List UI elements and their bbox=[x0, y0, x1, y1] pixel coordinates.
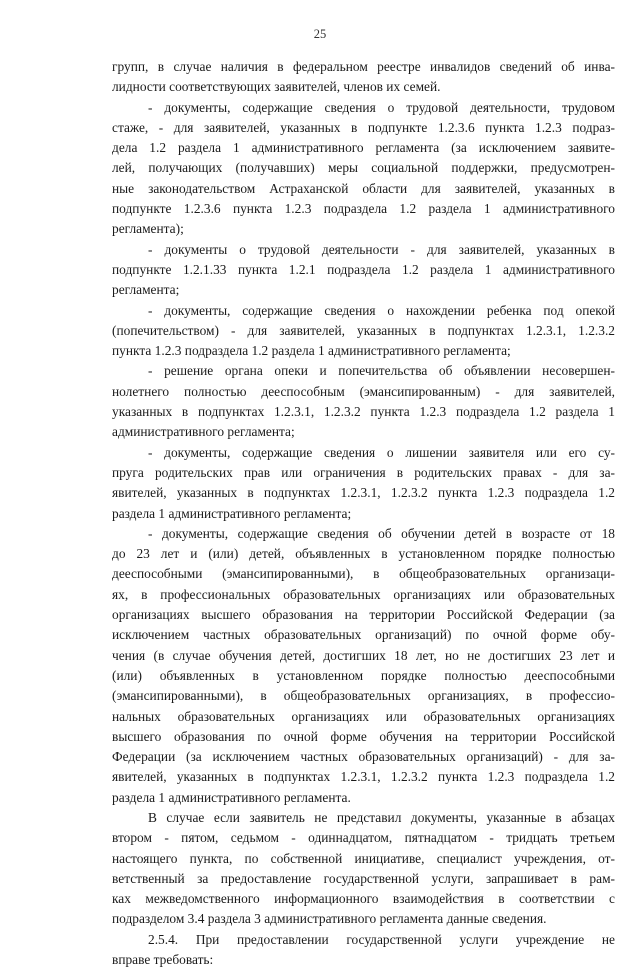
text-line: В случае если заявитель не представил документы, указанные в абзацах bbox=[148, 809, 615, 825]
text-line: стаже, - для заявителей, указанных в подпункте 1.2.3.6 пункта 1.2.3 подраз- bbox=[112, 119, 615, 135]
paragraph bbox=[112, 808, 615, 930]
paragraph bbox=[112, 98, 615, 240]
page-number: 25 bbox=[313, 27, 327, 41]
text-line: исключением частных образовательных организаций) по очной форме обу- bbox=[112, 627, 615, 643]
text-line: групп, в случае наличия в федеральном реестре инвалидов сведений об инва- bbox=[112, 59, 615, 74]
text-line: указанных в подпунктах 1.2.3.1, 1.2.3.2 пункта 1.2.3 подраздела 1.2 раздела 1 bbox=[112, 404, 615, 420]
text-line: - решение органа опеки и попечительства об объявлении несовершен- bbox=[148, 363, 615, 379]
text-line: - документы о трудовой деятельности - для заявителей, указанных в bbox=[148, 241, 615, 257]
text-line: настоящего пункта, по собственной инициативе, специалист учреждения, от- bbox=[112, 850, 615, 866]
text-line: подпункте 1.2.1.33 пункта 1.2.1 подраздела 1.2 раздела 1 административного bbox=[112, 261, 615, 277]
text-line: явителей, указанных в подпунктах 1.2.3.1, 1.2.3.2 пункта 1.2.3 подраздела 1.2 bbox=[112, 485, 615, 501]
text-line: подпункте 1.2.3.6 пункта 1.2.3 подраздела 1.2 раздела 1 административного bbox=[112, 201, 615, 217]
text-line: высшего образования по очной форме обучения на территории Российской bbox=[112, 728, 615, 744]
text-line: чения (в случае обучения детей, достигших 18 лет, но не достигших 23 лет и bbox=[112, 647, 615, 663]
text-line: ях, в профессиональных образовательных организациях или образовательных bbox=[112, 586, 615, 602]
text-line: ках межведомственного информационного взаимодействия в соответствии с bbox=[112, 891, 615, 907]
text-line: - документы, содержащие сведения о трудовой деятельности, трудовом bbox=[148, 99, 615, 115]
text-line: - документы, содержащие сведения о лишении заявителя или его су- bbox=[148, 444, 615, 460]
text-line: пункта 1.2.3 подраздела 1.2 раздела 1 административного регламента; bbox=[112, 343, 511, 359]
text-line: (эмансипированными), в общеобразовательных организациях, в профессио- bbox=[112, 688, 615, 704]
text-line: пруга родительских прав или ограничения в родительских правах - для за- bbox=[112, 464, 615, 480]
text-line: нолетнего полностью дееспособным (эмансипированным) - для заявителей, bbox=[112, 383, 615, 399]
text-line: дела 1.2 раздела 1 административного регламента (за исключением заявите- bbox=[112, 140, 615, 156]
text-line: подразделом 3.4 раздела 3 административного регламента данные сведения. bbox=[112, 911, 547, 927]
paragraph bbox=[112, 443, 615, 524]
text-line: - документы, содержащие сведения об обучении детей в возрасте от 18 bbox=[148, 525, 615, 541]
text-line: - документы, содержащие сведения о нахождении ребенка под опекой bbox=[148, 302, 615, 318]
document-body bbox=[112, 57, 615, 970]
text-line: регламента; bbox=[112, 282, 180, 298]
text-line: ные законодательством Астраханской области для заявителей, указанных в bbox=[112, 180, 615, 196]
text-line: раздела 1 административного регламента. bbox=[112, 789, 351, 805]
text-line: вправе требовать: bbox=[112, 952, 214, 968]
paragraph bbox=[112, 57, 615, 98]
text-line: до 23 лет и (или) детей, объявленных в установленном порядке полностью bbox=[112, 546, 615, 562]
text-line: дееспособными (эмансипированными), в общеобразовательных организаци- bbox=[112, 566, 615, 582]
text-line: Федерации (за исключением частных образовательных организаций) - для за- bbox=[112, 749, 615, 765]
text-line: ветственный за предоставление государственной услуги, запрашивает в рам- bbox=[112, 870, 615, 886]
text-line: лидности соответствующих заявителей, членов их семей. bbox=[112, 79, 441, 95]
paragraph bbox=[112, 524, 615, 808]
text-line: (попечительством) - для заявителей, указанных в подпунктах 1.2.3.1, 1.2.3.2 bbox=[112, 322, 615, 338]
text-line: регламента); bbox=[112, 221, 184, 237]
text-line: втором - пятом, седьмом - одиннадцатом, пятнадцатом - тридцать третьем bbox=[112, 830, 615, 846]
paragraph bbox=[112, 301, 615, 362]
text-line: организациях высшего образования на территории Российской Федерации (за bbox=[112, 607, 615, 623]
text-line: (или) объявленных в установленном порядке полностью дееспособными bbox=[112, 667, 615, 683]
text-line: административного регламента; bbox=[112, 424, 295, 440]
text-line: раздела 1 административного регламента; bbox=[112, 505, 352, 521]
paragraph bbox=[112, 930, 615, 970]
paragraph bbox=[112, 240, 615, 301]
text-line: 2.5.4. При предоставлении государственной услуги учреждение не bbox=[148, 931, 615, 947]
text-line: лей, получающих (получавших) меры социальной поддержки, предусмотрен- bbox=[112, 160, 615, 176]
text-line: нальных образовательных организациях или образовательных организациях bbox=[112, 708, 615, 724]
text-line: явителей, указанных в подпунктах 1.2.3.1, 1.2.3.2 пункта 1.2.3 подраздела 1.2 bbox=[112, 769, 615, 785]
paragraph bbox=[112, 361, 615, 442]
